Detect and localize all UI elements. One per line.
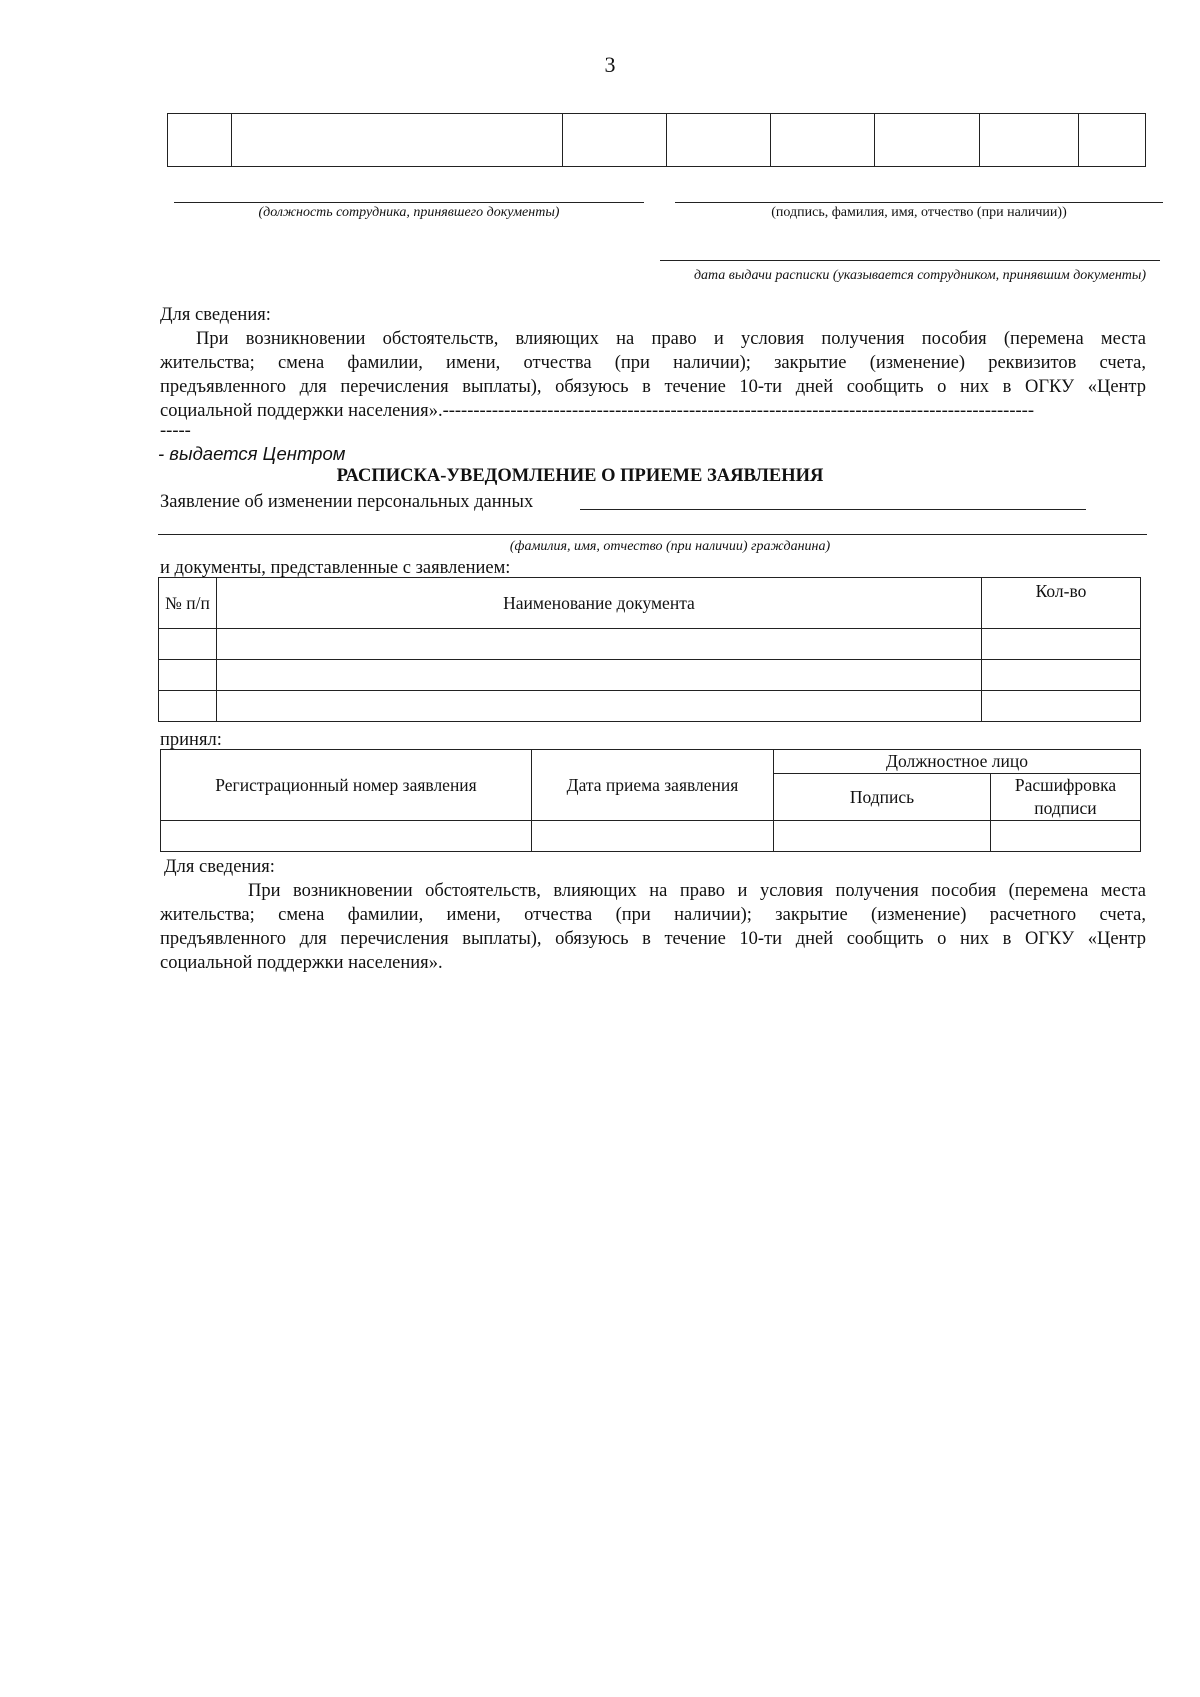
receipt-title: РАСПИСКА-УВЕДОМЛЕНИЕ О ПРИЕМЕ ЗАЯВЛЕНИЯ [336,466,824,486]
date-caption: дата выдачи расписки (указывается сотрудником, принявшим документы) [693,268,1147,283]
header-number: № п/п [159,578,217,629]
info-line: жительства; смена фамилии, имени, отчества (при наличии); закрытие (изменение) реквизитов счета, [160,353,1146,373]
table-cell [161,821,532,852]
statement-line [580,509,1086,510]
table-cell [563,114,667,167]
table-cell [774,821,991,852]
documents-intro: и документы, представленные с заявлением: [160,558,511,578]
table-cell [991,821,1141,852]
table-row [159,660,1141,691]
table-cell [667,114,771,167]
info-heading: Для сведения: [160,305,271,325]
name-caption: (фамилия, имя, отчество (при наличии) гражданина) [509,539,831,554]
table-cell [532,821,774,852]
page-number: 3 [604,52,616,77]
header-signature-decoding: Расшифровка подписи [991,774,1141,821]
info-line: При возникновении обстоятельств, влияющих на право и условия получения пособия (перемена места [196,329,1146,349]
signature-line [675,202,1163,203]
table-header-row [161,750,1141,774]
info-line: социальной поддержки населения».------------------------------------------------------------------------------------------------ [160,401,1034,421]
table-row [159,691,1141,722]
header-quantity: Кол-во [982,578,1141,629]
info2-line: При возникновении обстоятельств, влияющих на право и условия получения пособия (перемена места [248,881,1146,901]
position-caption: (должность сотрудника, принявшего документы) [258,205,560,220]
info-line: предъявленного для перечисления выплаты), обязуюсь в течение 10-ти дней сообщить о них в ОГКУ «Центр [160,377,1146,397]
header-registration-number: Регистрационный номер заявления [161,750,532,821]
table-cell [159,660,217,691]
table-cell [232,114,563,167]
header-acceptance-date: Дата приема заявления [532,750,774,821]
date-line [660,260,1160,261]
issued-by-note: - выдается Центром [158,443,346,464]
table-cell [159,691,217,722]
table-row [159,629,1141,660]
statement-label: Заявление об изменении персональных данных [160,492,534,512]
info2-heading: Для сведения: [164,857,275,877]
header-signature: Подпись [774,774,991,821]
table-cell [982,629,1141,660]
table-cell [217,691,982,722]
info2-line: жительства; смена фамилии, имени, отчества (при наличии); закрытие (изменение) расчетного счета, [160,905,1146,925]
accepted-label: принял: [160,730,222,750]
documents-table [158,577,1141,722]
table-row [168,114,1146,167]
name-line [158,534,1147,535]
table-header-row [159,578,1141,629]
info2-line: социальной поддержки населения». [160,953,443,973]
table-cell [1079,114,1146,167]
info-dashes: ----- [160,421,191,441]
table-cell [982,660,1141,691]
info2-line: предъявленного для перечисления выплаты), обязуюсь в течение 10-ти дней сообщить о них в ОГКУ «Центр [160,929,1146,949]
continuation-table [167,113,1146,167]
table-row [161,821,1141,852]
table-cell [217,629,982,660]
table-cell [980,114,1079,167]
table-cell [771,114,875,167]
header-official: Должностное лицо [774,750,1141,774]
table-cell [159,629,217,660]
table-cell [217,660,982,691]
table-cell [875,114,980,167]
header-document-name: Наименование документа [217,578,982,629]
position-line [174,202,644,203]
table-cell [982,691,1141,722]
acceptance-table [160,749,1141,852]
signature-caption: (подпись, фамилия, имя, отчество (при наличии)) [771,205,1067,220]
table-cell [168,114,232,167]
